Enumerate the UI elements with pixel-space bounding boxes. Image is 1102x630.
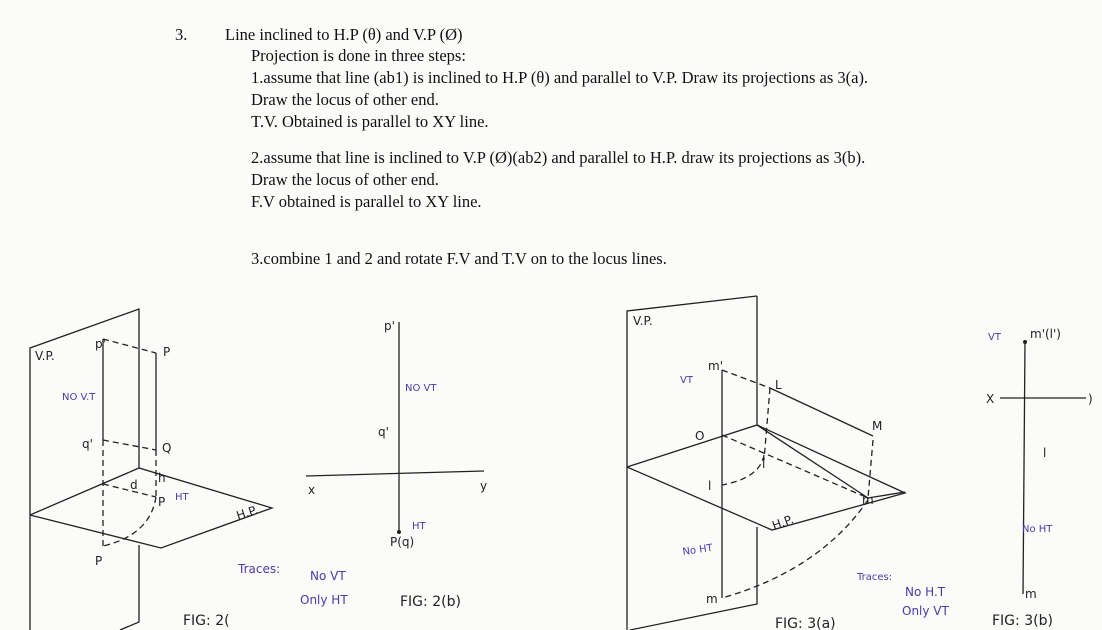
point-label: m: [862, 493, 874, 507]
figure-caption: FIG: 2(b): [400, 594, 461, 610]
point-label: m'(l'): [1030, 327, 1061, 341]
ht-note: HT: [412, 521, 426, 532]
point-label: p': [95, 337, 106, 351]
traces-label: Traces:: [238, 562, 281, 576]
figure-caption: FIG: 2(: [183, 613, 230, 629]
fig-2b: [234, 319, 488, 610]
trace-note: Only HT: [300, 593, 348, 607]
vp-label: V.P.: [633, 314, 653, 328]
vt-note: VT: [680, 375, 693, 386]
y-label: y: [480, 479, 488, 493]
point-label: O: [695, 429, 705, 443]
point-label: Q: [162, 441, 172, 455]
no-vt-note: NO VT: [405, 383, 437, 394]
point-label: P: [158, 495, 166, 509]
figure-caption: FIG: 3(a): [775, 616, 836, 630]
trace-note: Only VT: [902, 604, 949, 618]
ht-note: HT: [175, 492, 189, 503]
y-label: ): [1088, 392, 1093, 406]
x-label: x: [308, 483, 316, 497]
no-ht-note: No HT: [1022, 524, 1053, 535]
point-label: P: [95, 554, 103, 568]
point-label: L: [775, 378, 782, 392]
no-ht-note: No HT: [681, 542, 714, 558]
hp-label: H.P.: [770, 512, 796, 533]
point-label: P(q): [390, 535, 415, 549]
point-label: m: [706, 592, 718, 606]
point-label: m': [708, 359, 723, 373]
figure-caption: FIG: 3(b): [992, 613, 1053, 629]
point-label: h: [158, 471, 166, 485]
vp-label: V.P.: [35, 349, 55, 363]
text-line: 3.combine 1 and 2 and rotate F.V and T.V on to the locus lines.: [251, 249, 667, 268]
traces-label: Traces:: [857, 572, 893, 583]
no-vt-note: NO V.T: [62, 392, 96, 403]
point-label: q': [378, 425, 389, 439]
point-label: l: [762, 457, 766, 471]
trace-note: No VT: [310, 569, 346, 583]
point-label: q': [82, 437, 93, 451]
vt-note: VT: [988, 332, 1001, 343]
hp-label: H.P.: [234, 502, 260, 523]
point-label: m: [1025, 587, 1037, 601]
section-heading: Line inclined to H.P (θ) and V.P (Ø): [225, 25, 463, 44]
section-number: 3.: [175, 25, 188, 44]
fig-3a: [627, 296, 950, 630]
text-line: 2.assume that line is inclined to V.P (Ø)(ab2) and parallel to H.P. draw its projections as 3(b).: [251, 148, 866, 167]
point-label: l: [1043, 446, 1047, 460]
point-label: P: [163, 345, 171, 359]
fig-2a: [30, 309, 272, 630]
text-line: T.V. Obtained is parallel to XY line.: [251, 112, 489, 131]
text-line: 1.assume that line (ab1) is inclined to H.P (θ) and parallel to V.P. Draw its projections as 3(a).: [251, 68, 869, 87]
x-label: X: [986, 392, 995, 406]
fig-3b: [986, 327, 1093, 629]
point-label: p': [384, 319, 395, 333]
trace-note: No H.T: [905, 585, 946, 599]
text-line: Draw the locus of other end.: [251, 90, 439, 109]
point-label: l: [708, 479, 712, 493]
text-line: Draw the locus of other end.: [251, 170, 439, 189]
text-line: Projection is done in three steps:: [251, 46, 466, 65]
point-label: d: [130, 478, 138, 492]
point-label: M: [872, 419, 883, 433]
text-line: F.V obtained is parallel to XY line.: [251, 192, 482, 211]
